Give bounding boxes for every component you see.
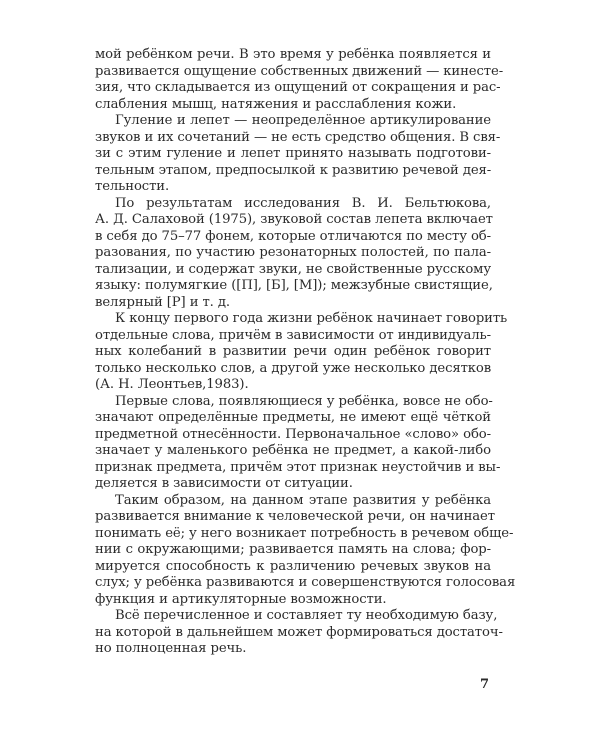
text-line: Таким образом, на данном этапе развития у ребёнка [115,492,491,508]
text-line: только несколько слов, а другой уже несколько десятков [95,360,492,376]
paragraph [95,47,504,113]
text-line: зия, что складывается из ощущений от сокращения и рас- [95,80,501,95]
text-line: языку: полумягкие ([П], [Б], [М]); межзубные свистящие, [95,278,493,293]
text-line: ных колебаний в развитии речи один ребёнок говорит [95,344,491,359]
text-line: значает у маленького ребёнка не предмет, а какой-либо [95,443,491,458]
text-line: Первые слова, появляющиеся у ребёнка, вовсе не обо- [115,393,493,409]
text-line: деляется в зависимости от ситуации. [95,476,353,491]
text-line: развивается ощущение собственных движений — кинесте- [95,63,504,79]
text-line: но полноценная речь. [95,641,247,656]
text-line: мой ребёнком речи. В это время у ребёнка появляется и [95,47,491,62]
text-line: понимать её; у него возникает потребность в речевом обще- [95,525,514,541]
page-number: 7 [480,677,490,692]
text-line: А. Д. Салаховой (1975), звуковой состав лепета включает [95,212,493,227]
text-line: нии с окружающими; развивается память на слова; фор- [95,542,491,557]
text-line: отдельные слова, причём в зависимости от индивидуаль- [95,327,491,343]
text-line: мируется способность к различению речевых звуков на [95,558,491,574]
text-line: Гуление и лепет — неопределённое артикулирование [115,113,491,128]
text-line: К концу первого года жизни ребёнок начинает говорить [115,311,508,326]
text-line: разования, по участию резонаторных полостей, по пала- [95,245,491,260]
text-line: звуков и их сочетаний — не есть средство общения. В свя- [95,129,501,145]
text-line: тельным этапом, предпосылкой к развитию речевой дея- [95,162,492,178]
text-line: предметной отнесённости. Первоначальное «слово» обо- [95,426,491,442]
paragraph [95,393,501,493]
text-line: велярный [Р] и т. д. [95,294,230,310]
paragraph [95,311,508,394]
text-line: в себя до 75–77 фонем, которые отличаются по месту об- [95,228,491,244]
paragraph [95,492,516,609]
text-line: слух; у ребёнка развиваются и совершенствуются голосовая [95,575,516,590]
paragraph [95,608,503,658]
text-line: слабления мышц, натяжения и расслабления кожи. [95,96,457,112]
paragraph [95,196,491,312]
paragraph [95,113,501,196]
text-line: тельности. [95,179,170,194]
text-line: По результатам исследования В. И. Бельтюкова, [115,195,491,211]
body-text [95,47,516,658]
text-line: Всё перечисленное и составляет ту необходимую базу, [115,608,498,623]
text-line: зи с этим гуление и лепет принято называть подготови- [95,146,491,161]
text-line: значают определённые предметы, не имеют ещё чёткой [95,410,491,425]
text-line: развивается внимание к человеческой речи, он начинает [95,509,495,524]
text-line: признак предмета, причём этот признак неустойчив и вы- [95,459,501,475]
text-line: на которой в дальнейшем может формироваться достаточ- [95,624,503,640]
text-line: (А. Н. Леонтьев,1983). [95,377,249,392]
text-line: тализации, и содержат звуки, не свойственные русскому [95,261,491,277]
text-line: функция и артикуляторные возможности. [95,591,387,607]
